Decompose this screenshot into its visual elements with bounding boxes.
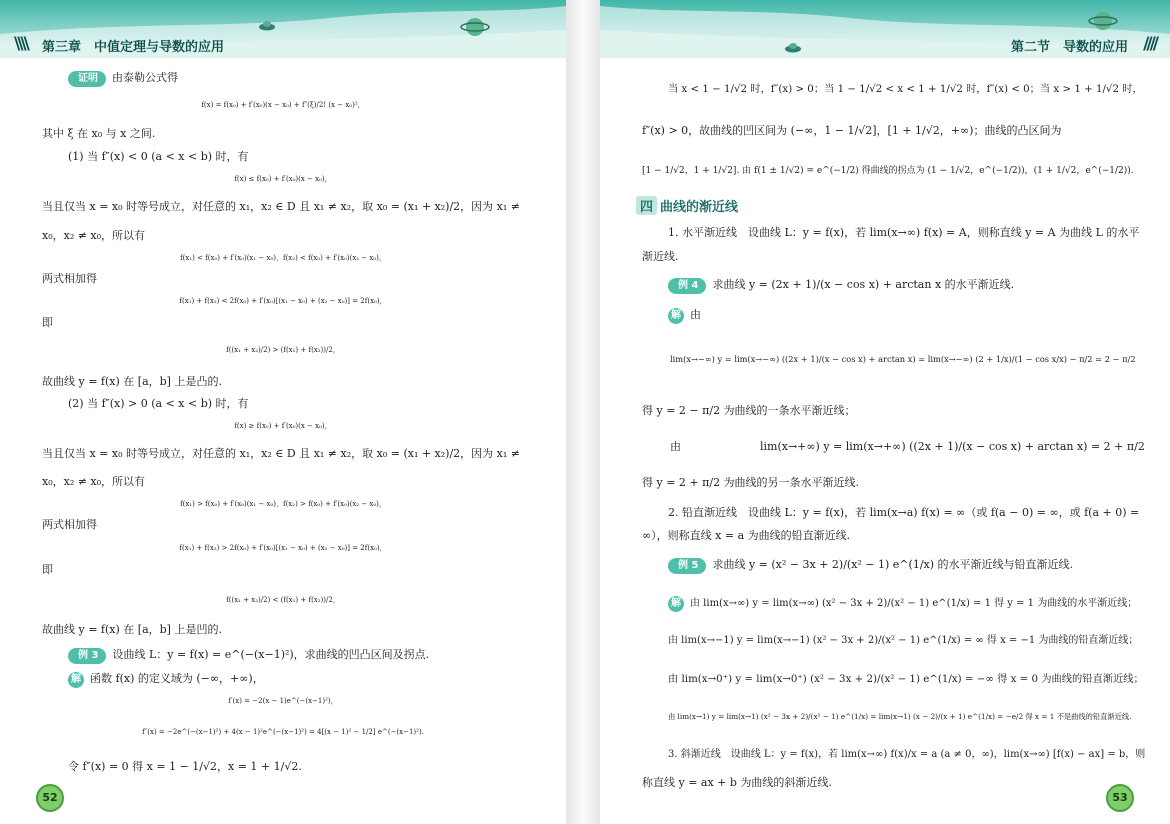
example-line: 例 4 求曲线 y = (2x + 1)/(x − cos x) + arctan x 的水平渐近线. [668,278,1014,294]
text-line: 令 f″(x) = 0 得 x = 1 − 1/√2，x = 1 + 1/√2. [68,760,302,773]
formula-line: f(x₁) < f(x₀) + f′(x₀)(x₁ − x₀)，f(x₂) < f(x₀) + f′(x₀)(x₂ − x₀)， [180,254,386,262]
solution-line: 解 函数 f(x) 的定义域为 (−∞，+∞)， [68,672,264,688]
text-line: 1. 水平渐近线 设曲线 L：y = f(x)，若 lim(x→∞) f(x) = A，则称直线 y = A 为曲线 L 的水平 [668,226,1140,239]
text-line: 2. 铅直渐近线 设曲线 L：y = f(x)，若 lim(x→a) f(x) = ∞（或 f(a − 0) = ∞，或 f(a + 0) = [668,506,1140,519]
right-page-content [600,0,1170,824]
formula-line: 由 lim(x→0⁺) y = lim(x→0⁺) (x² − 3x + 2)/(x² − 1) e^(1/x) = −∞ 得 x = 0 为曲线的铅直渐近线； [668,673,1144,685]
formula-line: f(x₁) > f(x₀) + f′(x₀)(x₁ − x₀)，f(x₂) > f(x₀) + f′(x₀)(x₂ − x₀)， [180,500,386,508]
text-line: 故曲线 y = f(x) 在 [a，b] 上是凹的. [42,623,222,636]
chapter-title: 第三章 中值定理与导数的应用 [42,40,225,55]
text-line: [1 − 1/√2，1 + 1/√2]. 由 f(1 ± 1/√2) = e^(−1/2) 得曲线的拐点为 (1 − 1/√2，e^(−1/2))，(1 + 1/√2，e^(−1/2)). [642,166,1134,176]
text-line: 得 y = 2 + π/2 为曲线的另一条水平渐近线. [642,476,860,489]
solution-tag: 解 [668,596,684,612]
section-badge: 四 [636,196,657,215]
formula-line: f(x) ≥ f(x₀) + f′(x₀)(x − x₀)， [234,422,332,430]
formula-line: f(x) ≤ f(x₀) + f′(x₀)(x − x₀)， [234,175,332,183]
left-page-content [0,0,566,824]
formula-line: f″(x) = −2e^(−(x−1)²) + 4(x − 1)²e^(−(x−1)²) = 4[(x − 1)² − 1/2] e^(−(x−1)²). [142,728,424,736]
formula-line: f(x₁) + f(x₂) > 2f(x₀) + f′(x₀)[(x₁ − x₀) + (x₂ − x₀)] = 2f(x₀)， [179,544,387,552]
text-line: 当且仅当 x = x₀ 时等号成立，对任意的 x₁，x₂ ∈ D 且 x₁ ≠ x₂，取 x₀ = (x₁ + x₂)/2，因为 x₁ ≠ [42,447,520,460]
text-line: x₀，x₂ ≠ x₀，所以有 [42,229,146,242]
text-line: 两式相加得 [42,518,97,531]
formula-line: f((x₁ + x₂)/2) < (f(x₁) + f(x₂))/2， [226,596,340,604]
text-line: 即 [42,563,53,576]
text-line: 称直线 y = ax + b 为曲线的斜渐近线. [642,776,832,789]
example-line: 例 3 设曲线 L：y = f(x) = e^(−(x−1)²)，求曲线的凹凸区间及拐点. [68,648,429,664]
text-line: ∞），则称直线 x = a 为曲线的铅直渐近线. [642,529,851,542]
text-line: (1) 当 f″(x) < 0 (a < x < b) 时，有 [68,150,249,163]
text-line: 由 [670,440,681,453]
example-line: 例 5 求曲线 y = (x² − 3x + 2)/(x² − 1) e^(1/x) 的水平渐近线与铅直渐近线. [668,558,1073,574]
text-line: (2) 当 f″(x) > 0 (a < x < b) 时，有 [68,397,249,410]
text-line: 故曲线 y = f(x) 在 [a，b] 上是凸的. [42,375,222,388]
proof-tag: 证明 [68,71,106,87]
text-line: f″(x) > 0，故曲线的凹区间为 (−∞，1 − 1/√2]，[1 + 1/√2，+∞)；曲线的凸区间为 [642,124,1062,137]
formula-line: f(x) = f(x₀) + f′(x₀)(x − x₀) + f″(ξ)/2! (x − x₀)²， [201,101,365,109]
text-line: 当 x < 1 − 1/√2 时，f″(x) > 0；当 1 − 1/√2 < x < 1 + 1/√2 时，f″(x) < 0；当 x > 1 + 1/√2 时， [668,83,1143,95]
example-tag: 例 4 [668,278,706,294]
formula-line: f((x₁ + x₂)/2) > (f(x₁) + f(x₂))/2， [226,346,340,354]
solution-line: 解 由 lim(x→∞) y = lim(x→∞) (x² − 3x + 2)/(x² − 1) e^(1/x) = 1 得 y = 1 为曲线的水平渐近线； [668,596,1137,612]
text-line: 当且仅当 x = x₀ 时等号成立，对任意的 x₁，x₂ ∈ D 且 x₁ ≠ x₂，取 x₀ = (x₁ + x₂)/2，因为 x₁ ≠ [42,200,520,213]
solution-tag: 解 [68,672,84,688]
example-tag: 例 3 [68,648,106,664]
text-line: 3. 斜渐近线 设曲线 L：y = f(x)，若 lim(x→∞) f(x)/x = a (a ≠ 0，∞)，lim(x→∞) [f(x) − ax] = b，则 [668,749,1146,760]
proof-line: 证明 由泰勒公式得 [68,71,178,87]
header-slashes-icon: \\\\ [14,34,27,54]
formula-line: 由 lim(x→1) y = lim(x→1) (x² − 3x + 2)/(x² − 1) e^(1/x) = lim(x→1) (x − 2)/(x + 1) e^(1/x) = −e/2 得 x = 1 不是曲线的铅直渐近线. [668,712,1132,721]
formula-line: lim(x→−∞) y = lim(x→−∞) ((2x + 1)/(x − cos x) + arctan x) = lim(x→−∞) (2 + 1/x)/(1 − cos x/x) − π/2 = 2 − π/2 [670,354,1136,364]
page-gutter [566,0,600,824]
formula-line: f′(x) = −2(x − 1)e^(−(x−1)²)， [228,697,338,705]
formula-line: 由 lim(x→−1) y = lim(x→−1) (x² − 3x + 2)/(x² − 1) e^(1/x) = ∞ 得 x = −1 为曲线的铅直渐近线； [668,635,1139,646]
text-line: 其中 ξ 在 x₀ 与 x 之间. [42,127,156,140]
page-number: 52 [36,784,64,812]
section-heading: 四 曲线的渐近线 [636,196,738,215]
text-line: x₀，x₂ ≠ x₀，所以有 [42,475,146,488]
formula-line: lim(x→+∞) y = lim(x→+∞) ((2x + 1)/(x − cos x) + arctan x) = 2 + π/2 [760,440,1145,453]
right-page [600,0,1170,824]
text-line: 两式相加得 [42,272,97,285]
text-line: 渐近线. [642,250,679,263]
solution-line: 解 由 [668,308,701,324]
formula-line: f(x₁) + f(x₂) < 2f(x₀) + f′(x₀)[(x₁ − x₀) + (x₂ − x₀)] = 2f(x₀)， [179,297,387,305]
page-number: 53 [1106,784,1134,812]
text-line: 得 y = 2 − π/2 为曲线的一条水平渐近线； [642,404,856,417]
chapter-title: 第二节 导数的应用 [1010,40,1128,55]
solution-tag: 解 [668,308,684,324]
left-page [0,0,566,824]
header-slashes-icon: //// [1143,34,1156,54]
example-tag: 例 5 [668,558,706,574]
text-line: 即 [42,316,53,329]
